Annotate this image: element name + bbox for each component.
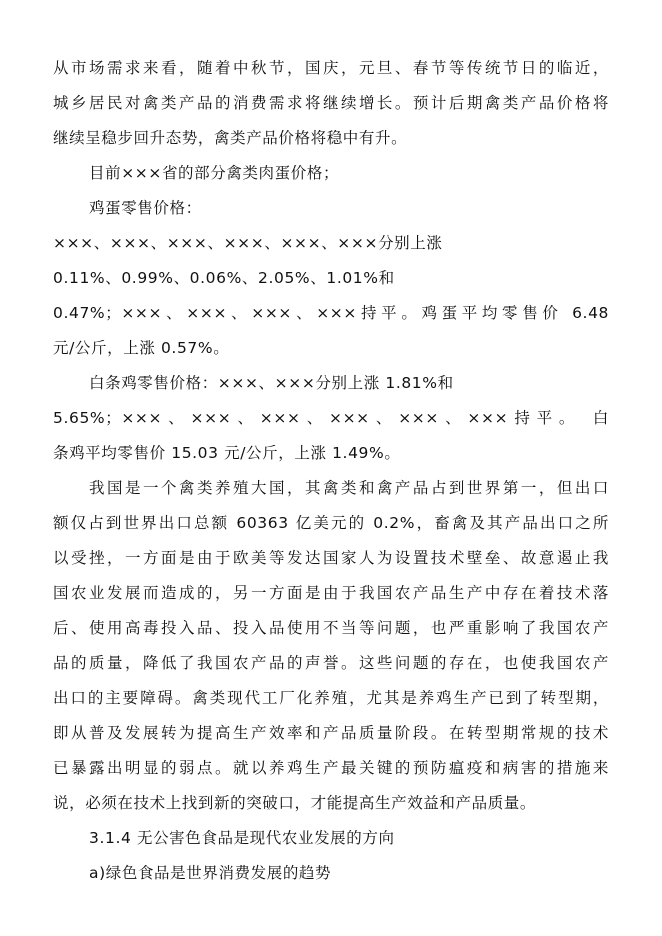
text-line: 条鸡平均零售价 15.03 元/公斤，上涨 1.49%。	[53, 444, 401, 462]
text-line: 国农业发展而造成的，另一方面是由于我国农产品生产中存在着技术落	[53, 584, 609, 602]
text-line: 5.65%；×××、×××、×××、×××、×××、×××持平。 白	[53, 409, 609, 427]
text-line: 后、使用高毒投入品、投入品使用不当等问题，也严重影响了我国农产	[53, 619, 609, 637]
subsection-heading: a)绿色食品是世界消费发展的趋势	[89, 864, 332, 882]
text-line: 继续呈稳步回升态势，禽类产品价格将稳中有升。	[53, 129, 408, 147]
text-line: 品的质量，降低了我国农产品的声誉。这些问题的存在，也使我国农产	[53, 654, 609, 672]
chicken-price-line: 白条鸡零售价格：×××、×××分别上涨 1.81%和	[89, 374, 454, 392]
text-line: 以受挫，一方面是由于欧美等发达国家人为设置技术壁垒、故意遏止我	[53, 549, 609, 567]
text-line: ×××、×××、×××、×××、×××、×××分别上涨	[53, 234, 443, 252]
text-line: 目前×××省的部分禽类肉蛋价格；	[89, 164, 340, 182]
text-line: 我国是一个禽类养殖大国，其禽类和禽产品占到世界第一，但出口	[89, 479, 609, 497]
egg-price-heading: 鸡蛋零售价格：	[89, 199, 202, 217]
text-line: 城乡居民对禽类产品的消费需求将继续增长。预计后期禽类产品价格将	[53, 94, 609, 112]
text-line: 元/公斤，上涨 0.57%。	[53, 339, 230, 357]
text-line: 已暴露出明显的弱点。就以养鸡生产最关键的预防瘟疫和病害的措施来	[53, 759, 609, 777]
text-line: 0.11%、0.99%、0.06%、2.05%、1.01%和	[53, 269, 395, 287]
text-line: 即从普及发展转为提高生产效率和产品质量阶段。在转型期常规的技术	[53, 724, 609, 742]
text-line: 出口的主要障碍。禽类现代工厂化养殖，尤其是养鸡生产已到了转型期，	[53, 689, 609, 707]
text-line: 0.47%；×××、×××、×××、×××持平。鸡蛋平均零售价 6.48	[53, 304, 609, 322]
text-line: 额仅占到世界出口总额 60363 亿美元的 0.2%，畜禽及其产品出口之所	[53, 514, 609, 532]
text-line: 从市场需求来看，随着中秋节，国庆，元旦、春节等传统节日的临近，	[53, 59, 609, 77]
text-line: 说，必须在技术上找到新的突破口，才能提高生产效益和产品质量。	[53, 794, 537, 812]
section-heading: 3.1.4 无公害色食品是现代农业发展的方向	[89, 829, 395, 847]
